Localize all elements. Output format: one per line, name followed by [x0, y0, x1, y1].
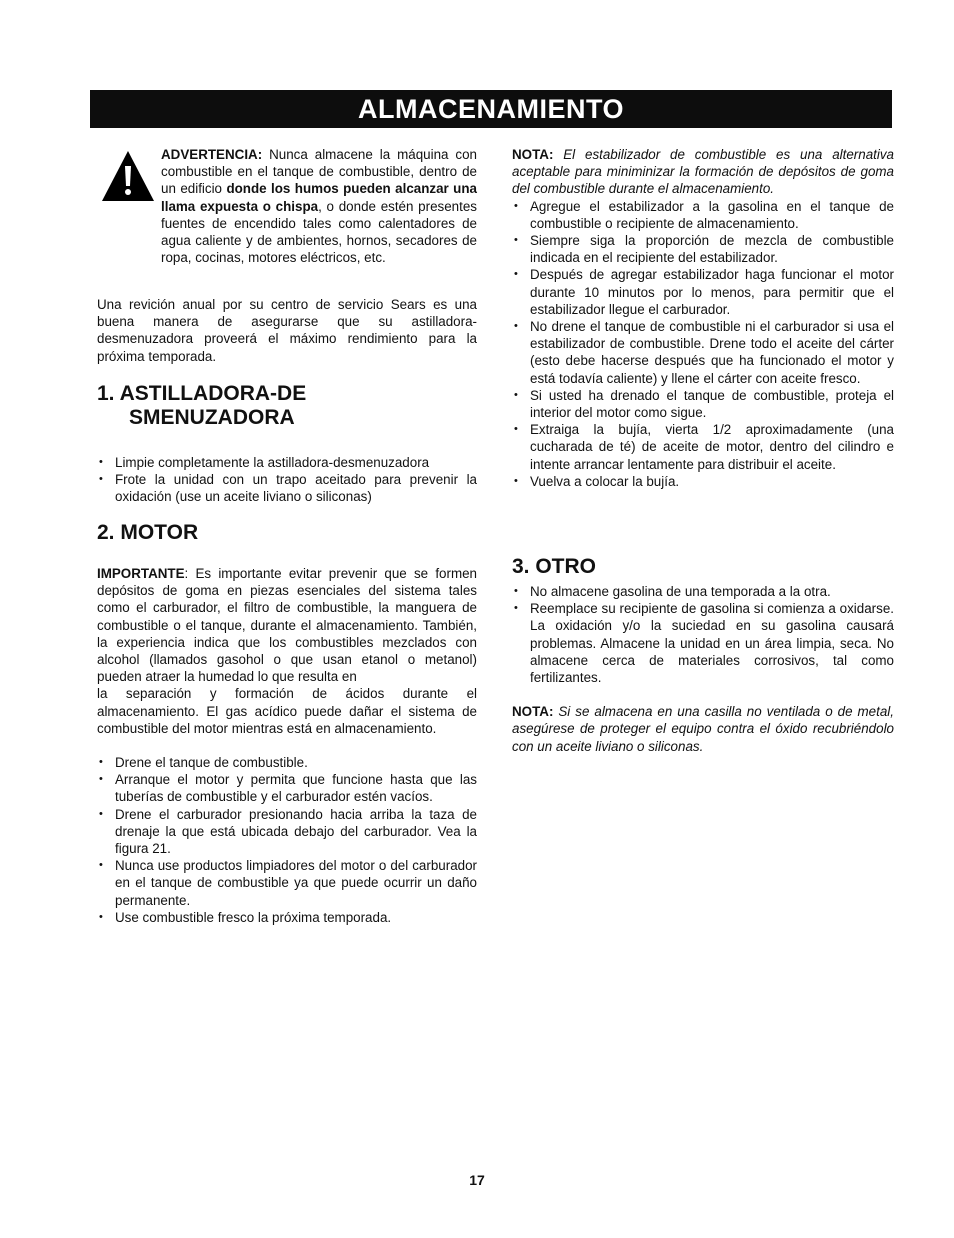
note-1-label: NOTA:	[512, 147, 554, 162]
section-2-list	[97, 754, 477, 926]
important-paragraph	[97, 565, 477, 685]
note-1-paragraph	[512, 146, 894, 198]
section-3	[512, 555, 894, 755]
warning-label: ADVERTENCIA:	[161, 147, 263, 162]
warning-text-part2: , o donde estén presentes fuentes de encendido tales como calentadores de agua caliente y de ambientes, hornos, secadores de ropa, cocinas, motores eléctricos, etc.	[161, 198, 477, 266]
list-item: • Limpie completamente la astilladora-desmenuzadora	[97, 454, 477, 471]
list-item: • Arranque el motor y permita que funcione hasta que las tuberías de combustible y el carburador estén vacíos.	[97, 771, 477, 805]
list-item: • Use combustible fresco la próxima temporada.	[97, 909, 477, 926]
important-text: : Es importante evitar prevenir que se formen depósitos de goma en piezas esenciales del sistema tales como el carburador, el filtro de combustible, la manguera de combustible o el tanque, durante el almacenamiento. También, la experiencia indica que los combustibles mezclados con alcohol (llamados gasohol o que usan etanol o metanol) pueden atraer la humedad lo que resulta en	[97, 566, 477, 685]
note-2-label: NOTA:	[512, 704, 554, 720]
list-item: • Extraiga la bujía, vierta 1/2 aproximadamente (una cucharada de té) de aceite de motor, dentro del cilindro e intente arrancar lentamente para distribuir el aceite.	[512, 421, 894, 473]
section-1-heading-line2: SMENUZADORA	[129, 406, 295, 429]
list-item: • Después de agregar estabilizador haga funcionar el motor durante 10 minutos por lo menos, para permitir que el estabilizador llegue el carburador.	[512, 266, 894, 318]
warning-icon	[101, 150, 155, 202]
section-2-heading: 2. MOTOR	[97, 521, 199, 544]
important-paragraph-continued: la separación y formación de ácidos durante el almacenamiento. El gas acídico puede dañar el sistema de combustible del motor mientras está en almacenamiento.	[97, 686, 477, 736]
list-item: • Vuelva a colocar la bujía.	[512, 473, 894, 490]
note-2-text: Si se almacena en una casilla no ventilada o de metal, asegúrese de proteger el equipo contra el óxido recubriéndolo con un aceite liviano o siliconas.	[512, 704, 894, 754]
note-1-text: El estabilizador de combustible es una alternativa aceptable para miniminizar la formación de depósitos de goma del combustible durante el almacenamiento.	[512, 147, 894, 197]
page-number: 17	[469, 1172, 485, 1188]
list-item: • Nunca use productos limpiadores del motor o del carburador en el tanque de combustible ya que puede ocurrir un daño permanente.	[97, 857, 477, 909]
warning-text-part1: Nunca almacene la máquina con combustible en el tanque de combustible, dentro de un edificio	[161, 147, 477, 197]
list-item: • Drene el carburador presionando hacia arriba la taza de drenaje la que está ubicada debajo del carburador. Vea la figura 21.	[97, 806, 477, 858]
section-1	[97, 382, 477, 506]
list-item: • No drene el tanque de combustible ni el carburador si usa el estabilizador de combustible. Drene todo el aceite del cárter (esto debe hacerse después que ha funcionado el motor y está todavía caliente) y llene el cárter con aceite fresco.	[512, 318, 894, 387]
list-item: • Siempre siga la proporción de mezcla de combustible indicada en el recipiente del estabilizador.	[512, 232, 894, 266]
section-1-list	[97, 454, 477, 506]
section-3-heading: 3. OTRO	[512, 555, 597, 578]
warning-block	[97, 146, 477, 266]
note-1	[512, 146, 894, 490]
list-item: • Reemplace su recipiente de gasolina si comienza a oxidarse. La oxidación y/o la suciedad en su gasolina causará problemas. Almacene la unidad en un área limpia, seca. No almacene cerca de materiales corrosivos, tal como fertilizantes.	[512, 600, 894, 686]
list-item: • Frote la unidad con un trapo aceitado para prevenir la oxidación (use un aceite liviano o siliconas)	[97, 471, 477, 505]
warning-text	[161, 146, 477, 266]
list-item: • No almacene gasolina de una temporada a la otra.	[512, 583, 894, 600]
intro-paragraph: Una revición anual por su centro de servicio Sears es una buena manera de asegurarse que su astilladora-desmenuzadora proveerá el máximo rendimiento para la próxima temporada.	[97, 297, 477, 364]
intro-paragraph-block	[97, 296, 477, 365]
page-title: ALMACENAMIENTO	[358, 93, 624, 124]
list-item: • Agregue el estabilizador a la gasolina en el tanque de combustible o recipiente de almacenamiento.	[512, 198, 894, 232]
list-item: • Si usted ha drenado el tanque de combustible, proteja el interior del motor como sigue.	[512, 387, 894, 421]
warning-bold-text: donde los humos pueden alcanzar una llama expuesta o chispa	[161, 181, 477, 214]
note-2-paragraph	[512, 703, 894, 755]
note-1-list	[512, 198, 894, 490]
page-title-banner	[90, 90, 892, 128]
section-1-heading-line1: 1. ASTILLADORA-DE	[97, 382, 307, 405]
section-2	[97, 521, 477, 926]
list-item: • Drene el tanque de combustible.	[97, 754, 477, 771]
section-3-list	[512, 583, 894, 686]
important-label: IMPORTANTE	[97, 566, 185, 581]
